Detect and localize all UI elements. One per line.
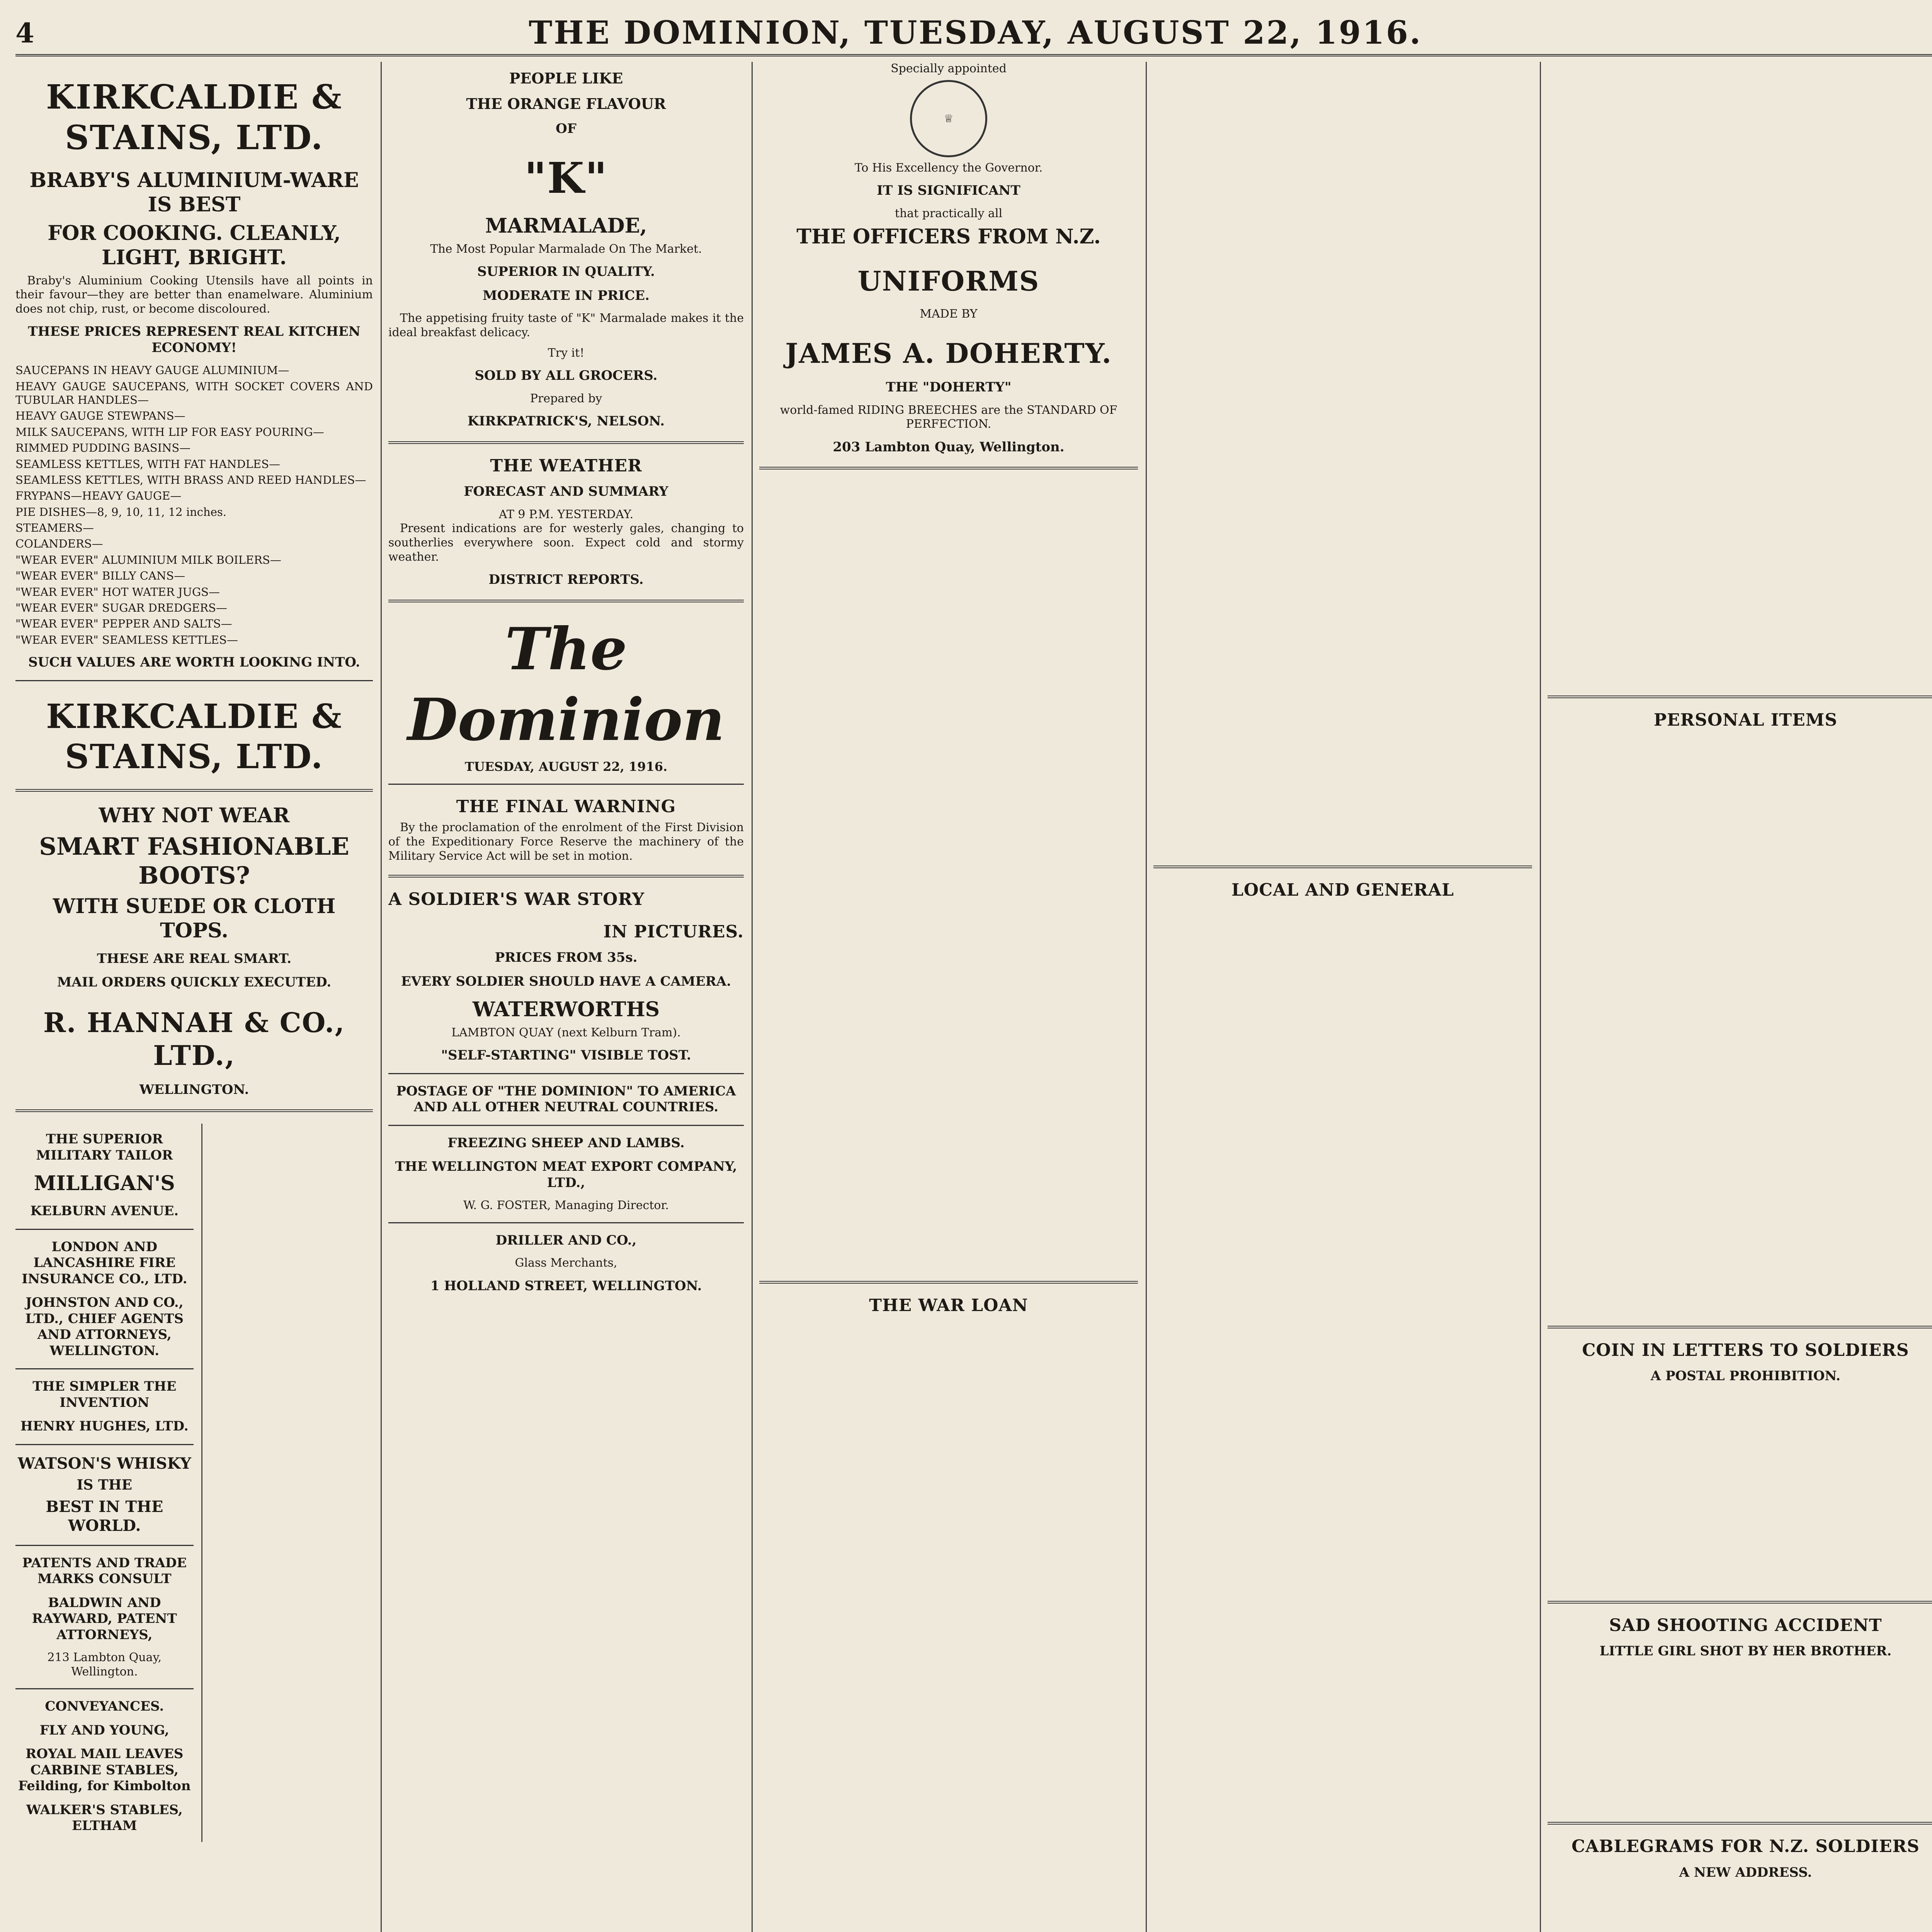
uniforms: UNIFORMS [857,265,1040,297]
significant: IT IS SIGNIFICANT [877,183,1020,199]
ad-marmalade-l12: Prepared by [530,391,602,405]
cable-head: CABLEGRAMS FOR N.Z. SOLDIERS [1571,1836,1920,1856]
weather-body: Present indications are for westerly gales, changing to southerlies everywhere soon. Expect cold and stormy weather. [388,522,744,564]
column-1 [15,62,373,1932]
war-loan-head: THE WAR LOAN [869,1296,1028,1316]
ad-carbine-stables: ROYAL MAIL LEAVES CARBINE STABLES, Feilding, for Kimbolton [18,1746,191,1794]
list-item: "WEAR EVER" PEPPER AND SALTS— [15,617,232,631]
ad-invention-head: THE SIMPLER THE INVENTION [32,1379,177,1410]
ad-hannah-firm: R. HANNAH & CO., LTD., [43,1006,345,1072]
list-item: "WEAR EVER" SEAMLESS KETTLES— [15,633,238,646]
coin-sub: A POSTAL PROHIBITION. [1650,1368,1841,1384]
ad-boots-mail: MAIL ORDERS QUICKLY EXECUTED. [57,975,332,990]
ad-fly-young: FLY AND YOUNG, [39,1722,169,1738]
shooting-head: SAD SHOOTING ACCIDENT [1609,1615,1882,1635]
significant-2: that practically all [895,206,1003,220]
ad-kirkcaldie-title: KIRKCALDIE & STAINS, LTD. [46,78,342,157]
ad-marmalade-l8: MODERATE IN PRICE. [483,287,650,303]
list-item: STEAMERS— [15,521,94,535]
ad-marmalade-l3: OF [556,121,577,136]
ad-baldwin-addr: 213 Lambton Quay, Wellington. [47,1651,162,1679]
list-item: HEAVY GAUGE SAUCEPANS, WITH SOCKET COVERS AND TUBULAR HANDLES— [15,379,373,407]
driller-addr: 1 HOLLAND STREET, WELLINGTON. [430,1278,702,1294]
masthead [15,12,1932,56]
weather-time: AT 9 P.M. YESTERDAY. [498,507,634,521]
appointment: Specially appointed [891,62,1007,75]
soldier-head2: IN PICTURES. [603,922,744,942]
appointment-to: To His Excellency the Governor. [854,161,1043,175]
doherty: THE "DOHERTY" [886,379,1012,395]
soldier-ss: "SELF-STARTING" VISIBLE TOST. [441,1048,691,1063]
column-3 [759,62,1138,1932]
local-general-head: LOCAL AND GENERAL [1231,880,1454,900]
ad-braby-intro: Braby's Aluminium Cooking Utensils have all points in their favour—they are better than enamelware. Aluminium does not chip, rust, or become discoloured. [15,274,373,316]
ad-hughes-firm: HENRY HUGHES, LTD. [20,1418,189,1434]
column-2 [388,62,744,1932]
ad-walker-stables: WALKER'S STABLES, ELTHAM [26,1802,183,1834]
soldier-prices: PRICES FROM 35s. [495,950,638,966]
ad-price-list [15,364,373,647]
list-item: "WEAR EVER" HOT WATER JUGS— [15,585,220,599]
shooting-sub: LITTLE GIRL SHOT BY HER BROTHER. [1599,1643,1892,1659]
list-item: COLANDERS— [15,537,103,551]
ad-braby-tagline: FOR COOKING. CLEANLY, LIGHT, BRIGHT. [48,221,341,270]
ad-marmalade-l7: SUPERIOR IN QUALITY. [477,264,655,280]
ad-boots-head1: WHY NOT WEAR [99,804,290,828]
soldier-camera: EVERY SOLDIER SHOULD HAVE A CAMERA. [401,973,731,989]
column-4 [1153,62,1532,1932]
tailor-name: JAMES A. DOHERTY. [785,337,1112,369]
soldier-head1: A SOLDIER'S WAR STORY [388,889,645,910]
column-5 [1548,62,1932,1932]
ad-tailor-head: THE SUPERIOR MILITARY TAILOR [36,1131,173,1163]
list-item: "WEAR EVER" ALUMINIUM MILK BOILERS— [15,553,281,566]
list-item: FRYPANS—HEAVY GAUGE— [15,489,182,503]
ad-watson-line2: IS THE [77,1477,133,1493]
editorial-p1: By the proclamation of the enrolment of the First Division of the Expeditionary Force Reserve the machinery of the Military Service Act will be set in motion. [388,821,744,863]
ad-watson-line1: WATSON'S WHISKY [17,1454,191,1473]
ad-boots-head3: WITH SUEDE OR CLOTH TOPS. [53,895,336,943]
cable-sub: A NEW ADDRESS. [1679,1864,1812,1880]
postage-head: POSTAGE OF "THE DOMINION" TO AMERICA AND ALL OTHER NEUTRAL COUNTRIES. [396,1083,736,1115]
ad-footer: SUCH VALUES ARE WORTH LOOKING INTO. [28,655,360,670]
weather-sub: FORECAST AND SUMMARY [464,484,668,500]
ad-insurance-agents: JOHNSTON AND CO., LTD., CHIEF AGENTS AND ATTORNEYS, WELLINGTON. [25,1295,184,1359]
ad-boots-mid: THESE ARE REAL SMART. [97,951,292,966]
ad-braby-headline: BRABY'S ALUMINIUM-WARE IS BEST [29,168,359,217]
column-rule [381,62,382,1932]
driller-firm: DRILLER AND CO., [495,1232,637,1248]
ad-watson-line3: BEST IN THE WORLD. [46,1498,163,1535]
ad-kirkcaldie-title-repeat: KIRKCALDIE & STAINS, LTD. [46,697,342,777]
ad-marmalade-l10: Try it! [548,346,585,360]
freezing-sign: W. G. FOSTER, Managing Director. [463,1199,669,1213]
ad-marmalade-l9: The appetising fruity taste of "K" Marmalade makes it the ideal breakfast delicacy. [388,311,744,339]
list-item: MILK SAUCEPANS, WITH LIP FOR EASY POURING— [15,425,324,439]
ad-patents-head: PATENTS AND TRADE MARKS CONSULT [22,1555,187,1587]
list-item: PIE DISHES—8, 9, 10, 11, 12 inches. [15,505,226,519]
personal-head: PERSONAL ITEMS [1653,710,1838,730]
ad-baldwin-firm: BALDWIN AND RAYWARD, PATENT ATTORNEYS, [32,1595,177,1643]
ad-marmalade-l11: SOLD BY ALL GROCERS. [474,368,658,384]
masthead-title: THE DOMINION, TUESDAY, AUGUST 22, 1916. [529,14,1422,51]
list-item: SEAMLESS KETTLES, WITH BRASS AND REED HANDLES— [15,473,366,486]
breeches: world-famed RIDING BREECHES are the STANDARD OF PERFECTION. [780,403,1117,431]
list-item: HEAVY GAUGE STEWPANS— [15,409,185,423]
royal-seal-icon: ♕ [910,80,987,157]
officers: THE OFFICERS FROM N.Z. [796,225,1101,249]
ad-marmalade-l2: THE ORANGE FLAVOUR [466,95,666,113]
coin-head: COIN IN LETTERS TO SOLDIERS [1582,1340,1909,1360]
ad-marmalade-l6: The Most Popular Marmalade On The Market. [430,242,702,256]
ad-marmalade-k: "K" [524,153,608,203]
editorial-head: THE FINAL WARNING [456,796,676,816]
ad-milligan-addr: KELBURN AVENUE. [30,1203,179,1219]
soldier-addr: LAMBTON QUAY (next Kelburn Tram). [451,1026,681,1039]
ad-marmalade-l13: KIRKPATRICK'S, NELSON. [467,413,665,429]
doherty-addr: 203 Lambton Quay, Wellington. [833,439,1065,455]
ad-milligan-firm: MILLIGAN'S [34,1172,175,1195]
weather-head: THE WEATHER [490,456,642,476]
list-item: "WEAR EVER" SUGAR DREDGERS— [15,601,227,614]
flag-date: TUESDAY, AUGUST 22, 1916. [464,759,668,774]
made-by: MADE BY [920,307,978,321]
column-rule [752,62,753,1932]
ad-conveyances-head: CONVEYANCES. [45,1699,164,1714]
list-item: RIMMED PUDDING BASINS— [15,441,191,455]
soldier-firm: WATERWORTHS [472,998,660,1022]
ad-boots-head2: SMART FASHIONABLE BOOTS? [39,832,349,890]
driller-sub: Glass Merchants, [515,1256,617,1270]
column-rule [1540,62,1541,1932]
ad-hannah-place: WELLINGTON. [139,1082,249,1097]
list-item: "WEAR EVER" BILLY CANS— [15,569,185,583]
ad-marmalade-l1: PEOPLE LIKE [509,70,623,87]
district-head: DISTRICT REPORTS. [488,572,644,588]
list-item: SEAMLESS KETTLES, WITH FAT HANDLES— [15,457,281,471]
page-number: 4 [15,17,34,49]
freezing-head: FREEZING SHEEP AND LAMBS. [447,1135,685,1151]
column-rule [1146,62,1147,1932]
ad-prices-head: THESE PRICES REPRESENT REAL KITCHEN ECONOMY! [28,324,361,355]
freezing-firm: THE WELLINGTON MEAT EXPORT COMPANY, LTD., [395,1159,737,1190]
ad-insurance-head: LONDON AND LANCASHIRE FIRE INSURANCE CO., LTD. [22,1239,187,1287]
ad-marmalade-l5: MARMALADE, [485,214,647,238]
list-item: SAUCEPANS IN HEAVY GAUGE ALUMINIUM— [15,364,289,377]
newspaper-flag: The Dominion [407,615,725,754]
